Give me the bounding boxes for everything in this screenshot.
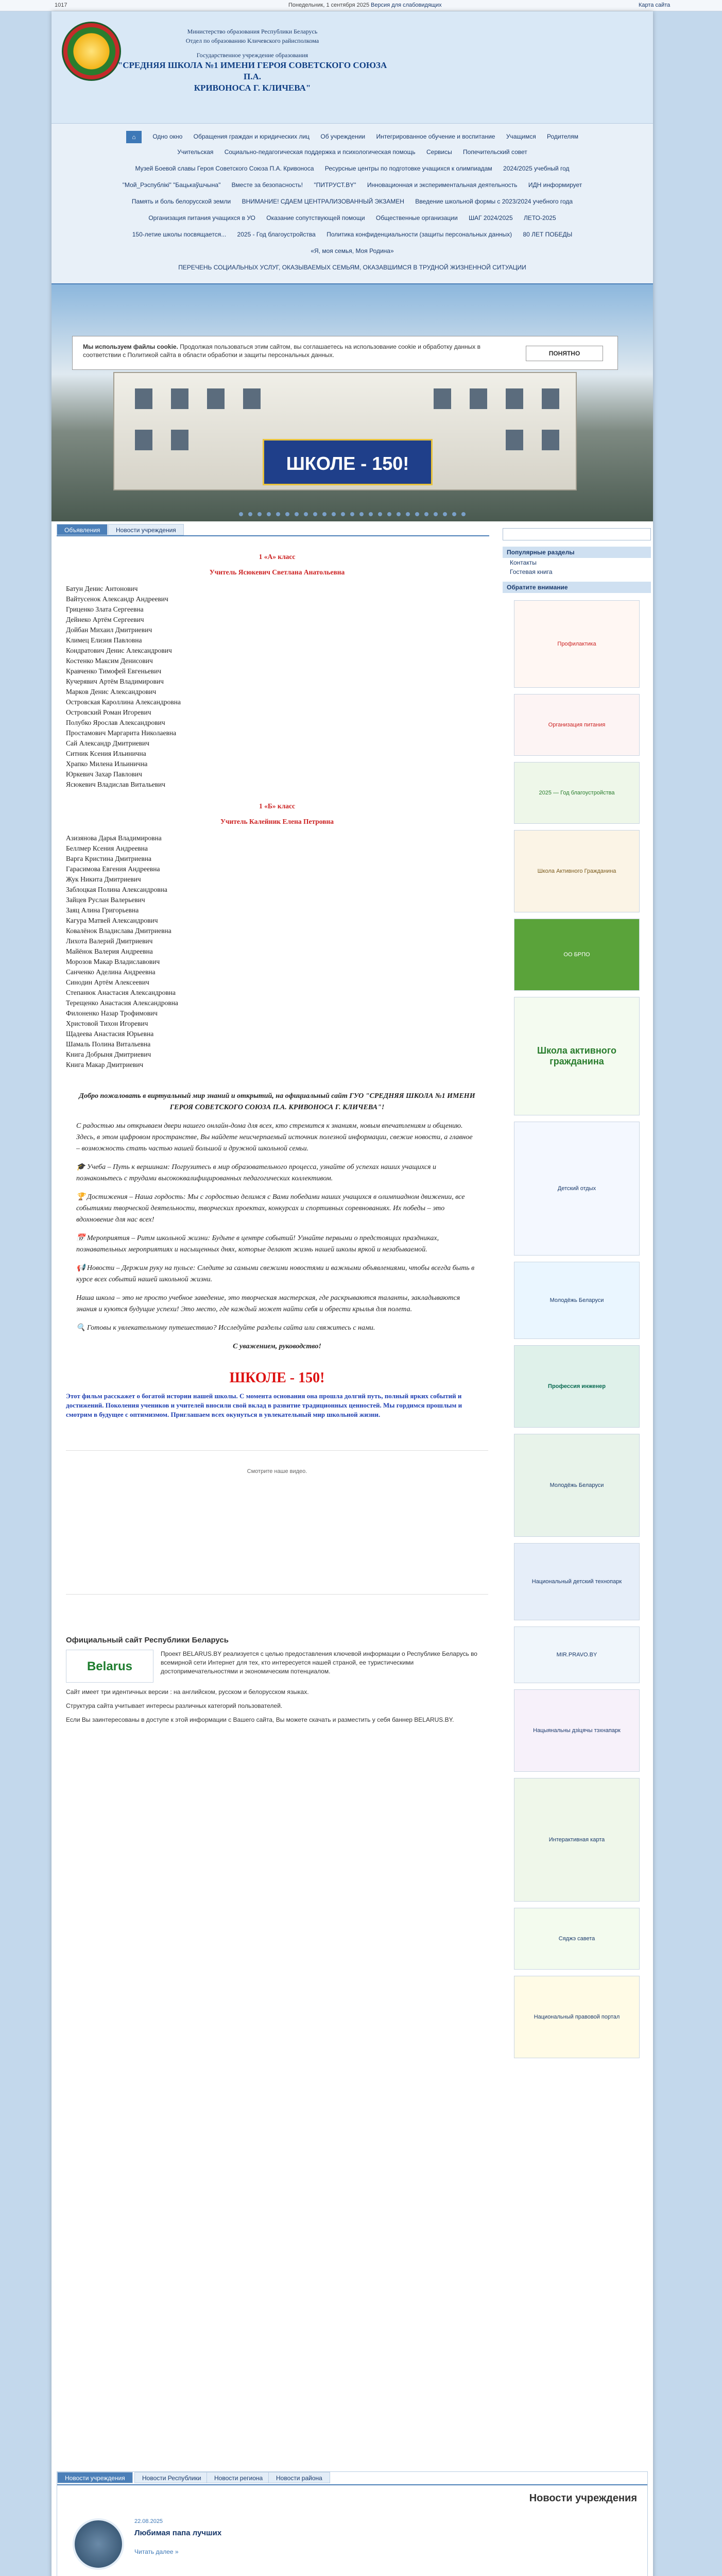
- attention-title: Обратите внимание: [503, 582, 651, 593]
- current-date: Понедельник, 1 сентября 2025: [288, 2, 370, 8]
- cookie-text: Продолжая пользоваться этим сайтом, вы соглашаетесь на использование cookie и обработку данных в соответствии с Политикой сайта в области обработки и защиты персональных данных.: [83, 343, 480, 359]
- nav-social-support[interactable]: Социально-педагогическая поддержка и психологическая помощь: [224, 148, 416, 156]
- nav-organizations[interactable]: Общественные организации: [375, 214, 458, 222]
- nav-row-8: [51, 247, 653, 255]
- student-name: Морозов Макар Владиславович: [66, 958, 160, 965]
- student-name: Ситник Ксения Ильинична: [66, 750, 146, 757]
- school-emblem-logo[interactable]: [62, 22, 121, 81]
- school-name-line2: КРИВОНОСА Г. КЛИЧЕВА": [194, 83, 311, 93]
- nav-victory[interactable]: 80 ЛЕТ ПОБЕДЫ: [523, 231, 573, 238]
- nav-row-9: [51, 264, 653, 271]
- nav-motherland[interactable]: "Мой_Рэспублікі" "Бацькаўшчына": [122, 181, 221, 189]
- read-more-link[interactable]: Читать далее »: [134, 2548, 179, 2555]
- student-name: Юркевич Захар Павлович: [66, 770, 142, 778]
- student-name: Гарасимова Евгения Андреевна: [66, 865, 160, 873]
- page-container: [51, 11, 653, 2576]
- nav-parents[interactable]: Родителям: [547, 133, 579, 141]
- hero-slider[interactable]: [51, 284, 653, 521]
- news-tab-republic[interactable]: Новости Республики: [134, 2472, 209, 2483]
- class-b-title: 1 «Б» класс: [259, 802, 295, 810]
- ministry-title: Министерство образования Республики Беларусь: [187, 28, 318, 35]
- student-name: Степанюк Анастасия Александровна: [66, 989, 176, 996]
- student-name: Шамаль Полина Витальевна: [66, 1040, 151, 1048]
- video-player[interactable]: [66, 1450, 488, 1595]
- student-name: Дойбан Михаил Дмитриевич: [66, 626, 152, 634]
- sidebar-banner[interactable]: Организация питания: [514, 694, 640, 756]
- nav-row-2: [51, 148, 653, 156]
- nav-one-window[interactable]: Одно окно: [152, 133, 183, 141]
- student-name: Батун Денис Антонович: [66, 585, 138, 592]
- welcome-paragraph: 📅 Мероприятия – Ритм школьной жизни: Будьте в центре событий! Узнайте первыми о предстоящих праздниках, познавательных мероприятиях и насыщенных днях, которые делают жизнь нашей школы яркой и незабываемой.: [76, 1234, 439, 1253]
- student-name: Синодин Артём Алексеевич: [66, 978, 149, 986]
- class-a-title: 1 «А» класс: [259, 553, 296, 561]
- welcome-paragraph: Наша школа – это не просто учебное заведение, это творческая мастерская, где раскрываются таланты, закладываются знания и куются будущие успехи! Это место, где каждый может найти себя и обрести крылья для полета.: [76, 1294, 460, 1313]
- nav-resource-centers[interactable]: Ресурсные центры по подготовке учащихся к олимпиадам: [324, 165, 492, 172]
- nav-teachers[interactable]: Учительская: [177, 148, 214, 156]
- sidebar-banner[interactable]: Профессия инженер: [514, 1345, 640, 1428]
- official-site-description: Проект BELARUS.BY реализуется с целью предоставления ключевой информации о Республике Беларусь во всемирной сети Интернет для тех, кто интересуется нашей страной, ее туристическими достопримечательностями и экономическим потенциалом.: [161, 1650, 477, 1675]
- nav-nutrition[interactable]: Организация питания учащихся в УО: [148, 214, 255, 222]
- student-name: Кондратович Денис Александрович: [66, 647, 172, 654]
- class-b-list: [66, 833, 488, 1070]
- anniversary-banner: ШКОЛЕ - 150!: [263, 439, 433, 485]
- welcome-message: [76, 1091, 478, 1352]
- top-info-bar: [0, 0, 722, 11]
- nav-pitrust[interactable]: "ПИТРУСТ.BY": [314, 181, 356, 189]
- nav-summer[interactable]: ЛЕТО-2025: [523, 214, 556, 222]
- nav-services[interactable]: Сервисы: [426, 148, 452, 156]
- student-name: Заблоцкая Полина Александровна: [66, 886, 167, 893]
- news-tab-region[interactable]: Новости региона: [207, 2472, 270, 2483]
- nav-memory[interactable]: Память и боль белорусской земли: [131, 198, 231, 205]
- tab-school-news[interactable]: Новости учреждения: [108, 524, 184, 535]
- official-site-title: Официальный сайт Республики Беларусь: [66, 1636, 229, 1645]
- nav-integrated[interactable]: Интегрированное обучение и воспитание: [376, 133, 495, 141]
- official-site-text: Структура сайта учитывает интересы различных категорий пользователей.: [66, 1702, 283, 1709]
- video-caption: Смотрите наше видео.: [247, 1468, 307, 1475]
- student-name: Храпко Милена Ильинична: [66, 760, 148, 768]
- nav-family[interactable]: «Я, моя семья, Моя Родина»: [311, 247, 394, 255]
- welcome-paragraph: 🎓 Учеба – Путь к вершинам: Погрузитесь в мир образовательного процесса, узнайте об успехах наших учащихся и познакомьтесь с трудами высококвалифицированных педагогических коллективом.: [76, 1163, 436, 1182]
- student-name: Ковалёнок Владислава Дмитриевна: [66, 927, 171, 935]
- popular-sections: [503, 547, 651, 577]
- main-navigation: [51, 124, 653, 284]
- anniversary-text: Этот фильм расскажет о богатой истории нашей школы. С момента основания она прошла долгий путь, полный ярких событий и достижений. Поколения учеников и учителей вносили свой вклад в развитие традиционных ценностей. Мы гордимся прошлым и смотрим в будущее с оптимизмом. Приглашаем всех окунуться в увлекательный мир школьной жизни.: [66, 1392, 462, 1418]
- nav-row-5: [51, 198, 653, 205]
- sitemap-link[interactable]: Карта сайта: [639, 2, 671, 8]
- cookie-consent: [72, 336, 618, 370]
- institution-titles: [113, 27, 391, 94]
- sidebar-banner[interactable]: Молодёжь Беларуси: [514, 1434, 640, 1537]
- student-name: Санченко Аделина Андреевна: [66, 968, 156, 976]
- sidebar-banner[interactable]: Интерактивная карта: [514, 1778, 640, 1902]
- nav-board[interactable]: Попечительский совет: [463, 148, 527, 156]
- nav-idn[interactable]: ИДН информирует: [528, 181, 582, 189]
- visit-counter: 1017: [55, 2, 67, 8]
- nav-year-improvement[interactable]: 2025 - Год благоустройства: [237, 231, 316, 238]
- student-name: Книга Добрыня Дмитриевич: [66, 1050, 151, 1058]
- news-heading: Новости учреждения: [529, 2493, 637, 2504]
- nav-row-7: [51, 231, 653, 238]
- student-name: Сай Александр Дмитриевич: [66, 739, 150, 747]
- welcome-paragraph: 🔍 Готовы к увлекательному путешествию? Исследуйте разделы сайта или свяжитесь с нами.: [76, 1324, 375, 1332]
- student-name: Костенко Максим Денисович: [66, 657, 153, 665]
- nav-museum[interactable]: Музей Боевой славы Героя Советского Союза П.А. Кривоноса: [135, 165, 314, 172]
- student-name: Островская Кароллина Александровна: [66, 698, 181, 706]
- student-name: Заяц Алина Григорьевна: [66, 906, 139, 914]
- sidebar-banner[interactable]: Школа активного гражданина: [514, 997, 640, 1115]
- nav-row-3: [51, 165, 653, 172]
- student-name: Кучерявич Артём Владимирович: [66, 677, 164, 685]
- institution-type: Государственное учреждение образования: [196, 52, 308, 59]
- student-name: Книга Макар Дмитриевич: [66, 1061, 144, 1069]
- contacts-link[interactable]: Контакты: [510, 559, 537, 566]
- student-name: Полубко Ярослав Александрович: [66, 719, 165, 726]
- tab-announcements[interactable]: Объявления: [57, 524, 108, 535]
- student-name: Ясюкевич Владислав Витальевич: [66, 781, 166, 788]
- cookie-accept-button[interactable]: ПОНЯТНО: [526, 346, 603, 361]
- student-name: Щадеева Анастасия Юрьевна: [66, 1030, 154, 1038]
- student-name: Жук Никита Дмитриевич: [66, 875, 141, 883]
- official-site-text: Сайт имеет три идентичных версии : на английском, русском и белорусском языках.: [66, 1688, 309, 1696]
- sidebar-banner[interactable]: Детский отдых: [514, 1122, 640, 1256]
- class-a-list: [66, 584, 488, 790]
- official-site-text: Если Вы заинтересованы в доступе к этой информации с Вашего сайта, Вы можете скачать и разместить у себя баннер BELARUS.BY.: [66, 1716, 454, 1723]
- nav-row-6: [51, 214, 653, 222]
- student-name: Беллмер Ксения Андреевна: [66, 844, 148, 852]
- student-name: Лихота Валерий Дмитриевич: [66, 937, 153, 945]
- accessibility-version-link[interactable]: Версия для слабовидящих: [371, 2, 442, 8]
- sidebar-banner[interactable]: MIR.PRAVO.BY: [514, 1626, 640, 1683]
- student-name: Христовой Тихон Игоревич: [66, 1020, 148, 1027]
- class-b-teacher: Учитель Калейник Елена Петровна: [220, 818, 334, 825]
- school-name-line1: "СРЕДНЯЯ ШКОЛА №1 ИМЕНИ ГЕРОЯ СОВЕТСКОГО СОЮЗА П.А.: [117, 60, 387, 81]
- site-header: [51, 11, 653, 124]
- sidebar-banner[interactable]: Профилактика: [514, 600, 640, 688]
- nav-exam[interactable]: ВНИМАНИЕ! СДАЕМ ЦЕНТРАЛИЗОВАННЫЙ ЭКЗАМЕН: [242, 198, 404, 205]
- official-site-block: [66, 1636, 488, 1724]
- student-name: Вайтусенок Александр Андреевич: [66, 595, 168, 603]
- sidebar-banner[interactable]: Национальный детский технопарк: [514, 1543, 640, 1620]
- class-a-teacher: Учитель Ясюкевич Светлана Анатольевна: [209, 568, 345, 576]
- right-sidebar: [503, 524, 651, 2576]
- nav-safety[interactable]: Вместе за безопасность!: [231, 181, 303, 189]
- nav-uniform[interactable]: Введение школьной формы с 2023/2024 учебного года: [415, 198, 573, 205]
- student-name: Дейнеко Артём Сергеевич: [66, 616, 144, 623]
- student-name: Простамович Маргарита Николаевна: [66, 729, 177, 737]
- main-content: [51, 524, 494, 2576]
- guestbook-link[interactable]: Гостевая книга: [510, 568, 553, 575]
- student-name: Климец Елизия Павловна: [66, 636, 142, 644]
- student-name: Марков Денис Александрович: [66, 688, 157, 696]
- sidebar-banner[interactable]: Нацыянальны дзіцячы тэхнапарк: [514, 1689, 640, 1772]
- popular-sections-title: Популярные разделы: [503, 547, 651, 558]
- nav-school-year[interactable]: 2024/2025 учебный год: [503, 165, 570, 172]
- slider-dots[interactable]: [51, 510, 653, 517]
- welcome-paragraph: 🏆 Достижения – Наша гордость: Мы с гордостью делимся с Вами победами наших учащихся в олимпиадном движении, все событиями творческой деятельности, творческих проектах, конкурсах и спортивных соревнованиях. Их победы – это вдохновение для нас всех!: [76, 1193, 465, 1224]
- cookie-title: Мы используем файлы cookie.: [83, 343, 178, 350]
- student-name: Кагура Матвей Александрович: [66, 917, 158, 924]
- nav-shag[interactable]: ШАГ 2024/2025: [469, 214, 513, 222]
- student-name: Майёнок Валерия Андреевна: [66, 947, 153, 955]
- nav-privacy[interactable]: Политика конфиденциальности (защиты персональных данных): [326, 231, 512, 238]
- welcome-paragraph: С радостью мы открываем двери нашего онлайн-дома для всех, кто стремится к знаниям, новым впечатлениям и общению. Здесь, в этом цифровом пространстве, Вы найдете неисчерпаемый источник полезной информации, свежие новости, а главное – возможность стать частью нашей большой и дружной школьной семьи.: [76, 1122, 473, 1153]
- news-tab-school[interactable]: Новости учреждения: [57, 2472, 133, 2483]
- news-date: 22.08.2025: [134, 2518, 163, 2524]
- nav-about[interactable]: Об учреждении: [320, 133, 366, 141]
- news-thumbnail: [73, 2518, 124, 2570]
- sidebar-banner[interactable]: Сяджэ савета: [514, 1908, 640, 1970]
- sidebar-banner[interactable]: Национальный правовой портал: [514, 1976, 640, 2058]
- student-name: Филоненко Назар Трофимович: [66, 1009, 158, 1017]
- student-name: Терещенко Анастасия Александровна: [66, 999, 178, 1007]
- sidebar-banner[interactable]: ОО БРПО: [514, 919, 640, 991]
- student-name: Варга Кристина Дмитриевна: [66, 855, 151, 862]
- sidebar-banner[interactable]: Молодёжь Беларуси: [514, 1262, 640, 1339]
- content-tabs: [57, 524, 489, 536]
- welcome-intro: Добро пожаловать в виртуальный мир знаний и открытий, на официальный сайт ГУО "СРЕДНЯЯ ШКОЛА №1 ИМЕНИ ГЕРОЯ СОВЕТСКОГО СОЮЗА П.А. КРИВОНОСА Г. КЛИЧЕВА"!: [79, 1092, 475, 1111]
- student-name: Кравченко Тимофей Евгеньевич: [66, 667, 162, 675]
- welcome-paragraph: 📢 Новости – Держим руку на пульсе: Следите за самыми свежими новостями и важными объявлениями, чтобы всегда быть в курсе всех событий нашей школьной жизни.: [76, 1264, 475, 1283]
- nav-social-services[interactable]: ПЕРЕЧЕНЬ СОЦИАЛЬНЫХ УСЛУГ, ОКАЗЫВАЕМЫХ СЕМЬЯМ, ОКАЗАВШИМСЯ В ТРУДНОЙ ЖИЗНЕННОЙ СИТУАЦИИ: [178, 264, 526, 271]
- student-name: Островский Роман Игоревич: [66, 708, 151, 716]
- nav-innovation[interactable]: Инновационная и экспериментальная деятельность: [367, 181, 518, 189]
- student-name: Гриценко Злата Сергеевна: [66, 605, 144, 613]
- anniversary-title: ШКОЛЕ - 150!: [229, 1370, 325, 1386]
- department-title: Отдел по образованию Кличевского райисполкома: [185, 37, 319, 44]
- announcement-article: [66, 545, 488, 1724]
- nav-150-years[interactable]: 150-летие школы посвящается...: [132, 231, 227, 238]
- sidebar-banner[interactable]: 2025 — Год благоустройства: [514, 762, 640, 824]
- welcome-signature: С уважением, руководство!: [233, 1343, 321, 1350]
- nav-students[interactable]: Учащимся: [506, 133, 536, 141]
- home-icon[interactable]: ⌂: [126, 131, 142, 143]
- nav-row-4: [51, 181, 653, 189]
- news-title[interactable]: Любимая папа лучших: [134, 2529, 222, 2537]
- search-input[interactable]: [503, 528, 651, 540]
- nav-row-1: [51, 131, 653, 143]
- nav-assistance[interactable]: Оказание сопутствующей помощи: [266, 214, 365, 222]
- belarus-by-logo[interactable]: Belarus: [66, 1650, 153, 1683]
- student-name: Зайцев Руслан Валерьевич: [66, 896, 145, 904]
- student-name: Азизянова Дарья Владимировна: [66, 834, 162, 842]
- nav-appeals[interactable]: Обращения граждан и юридических лиц: [193, 133, 310, 141]
- sidebar-banner[interactable]: Школа Активного Гражданина: [514, 830, 640, 912]
- news-tab-district[interactable]: Новости района: [268, 2472, 330, 2483]
